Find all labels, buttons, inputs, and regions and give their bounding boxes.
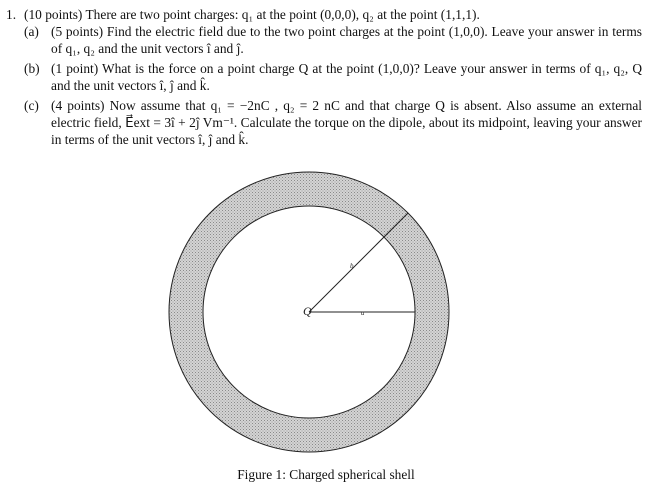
problem-intro: (10 points) There are two point charges: q₁ at the point (0,0,0), q₂ at the point (1,1,1).	[24, 7, 480, 22]
part-a-label: (a)	[24, 24, 39, 39]
figure-caption: Figure 1: Charged spherical shell	[237, 467, 415, 482]
part-b-label: (b)	[24, 61, 40, 76]
radius-b-label: b	[350, 262, 354, 270]
part-c-label: (c)	[24, 98, 39, 113]
radius-a-label: a	[361, 309, 365, 317]
part-a-text: (5 points) Find the electric field due to the two point charges at the point (1,0,0). Leave your answer in terms of q₁, q₂ and the unit vectors î and ĵ.	[51, 24, 642, 56]
part-b-text: (1 point) What is the force on a point charge Q at the point (1,0,0)? Leave your answer in terms of q₁, q₂, Q and the unit vectors î, ĵ and k̂.	[51, 61, 642, 93]
part-c-text: (4 points) Now assume that q₁ = −2nC , q₂ = 2 nC and that charge Q is absent. Also assume an external electric field, E⃗ext = 3î + 2ĵ Vm⁻¹. Calculate the torque on the dipole, about its midpoint, leaving your answer in terms of the unit vectors î, ĵ and k̂.	[51, 98, 642, 147]
center-charge-label: Q	[303, 304, 312, 318]
radius-b-line	[309, 213, 408, 312]
problem-number: 1.	[6, 7, 17, 22]
